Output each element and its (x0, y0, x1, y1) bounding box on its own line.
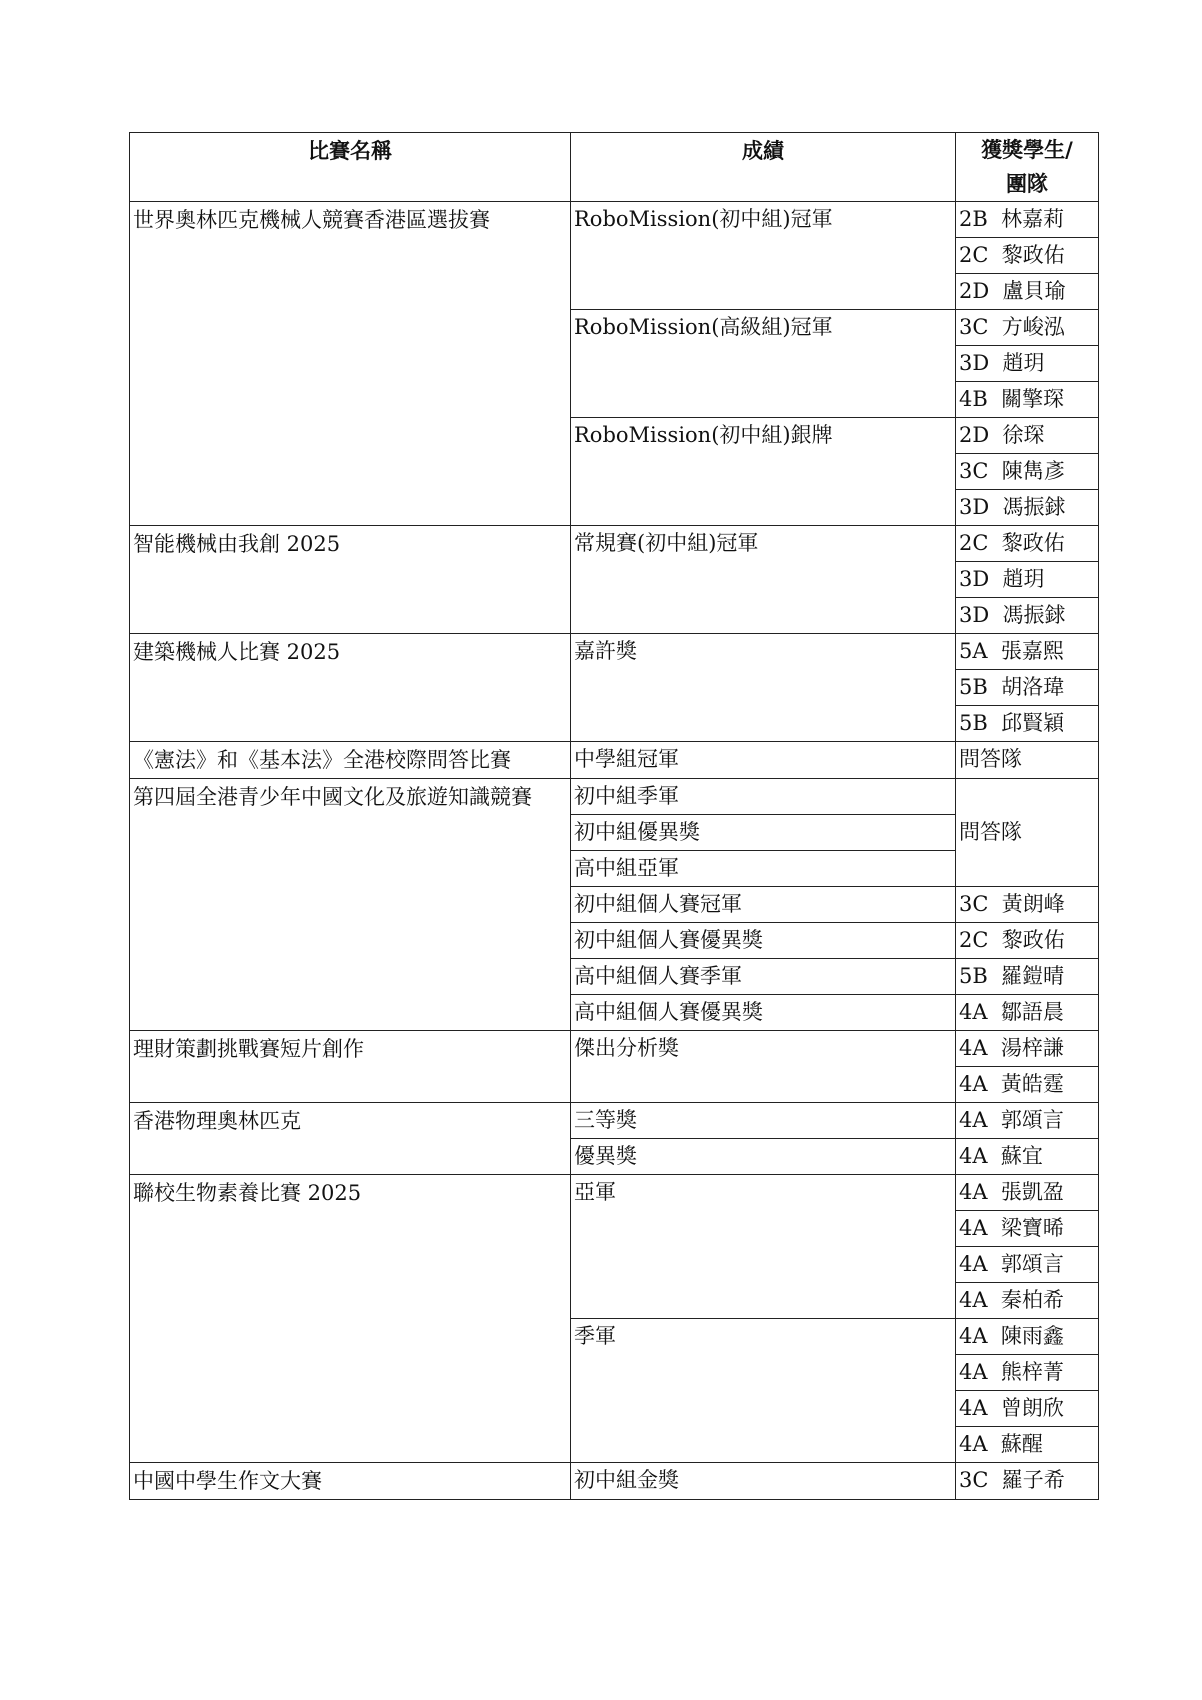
winner-cell: 3D 趙玥 (956, 346, 1099, 382)
table-row (130, 634, 1099, 670)
result-cell: 三等獎 (571, 1103, 956, 1139)
winner-cell: 3D 馮振銶 (956, 490, 1099, 526)
result-cell: 初中組個人賽優異獎 (571, 923, 956, 959)
result-cell: RoboMission(高級組)冠軍 (571, 310, 956, 418)
table-row (130, 742, 1099, 779)
winner-cell: 4A 秦柏希 (956, 1283, 1099, 1319)
winner-cell: 4A 蘇宜 (956, 1139, 1099, 1175)
winner-cell: 5B 羅鎧晴 (956, 959, 1099, 995)
table-row (130, 1463, 1099, 1500)
table-row (130, 1103, 1099, 1139)
winner-cell: 2D 盧貝瑜 (956, 274, 1099, 310)
header-result: 成績 (571, 133, 956, 202)
awards-table (129, 132, 1099, 1500)
result-cell: 初中組優異獎 (571, 815, 956, 851)
result-cell: RoboMission(初中組)冠軍 (571, 202, 956, 310)
competition-cell: 建築機械人比賽 2025 (130, 634, 571, 742)
table-row (130, 1031, 1099, 1067)
table-row (130, 526, 1099, 562)
result-cell: 初中組季軍 (571, 779, 956, 815)
winner-cell: 4A 熊梓菁 (956, 1355, 1099, 1391)
result-cell: 常規賽(初中組)冠軍 (571, 526, 956, 634)
winner-cell: 問答隊 (956, 779, 1099, 887)
result-cell: 優異獎 (571, 1139, 956, 1175)
winner-cell: 4A 鄒語晨 (956, 995, 1099, 1031)
result-cell: 傑出分析獎 (571, 1031, 956, 1103)
result-cell: 高中組個人賽季軍 (571, 959, 956, 995)
competition-cell: 聯校生物素養比賽 2025 (130, 1175, 571, 1463)
result-cell: 季軍 (571, 1319, 956, 1463)
winner-cell: 5B 邱賢穎 (956, 706, 1099, 742)
header-winner-line2: 團隊 (1006, 172, 1048, 196)
winner-cell: 4A 陳雨鑫 (956, 1319, 1099, 1355)
winner-cell: 2D 徐琛 (956, 418, 1099, 454)
competition-cell: 理財策劃挑戰賽短片創作 (130, 1031, 571, 1103)
winner-cell: 4A 張凱盈 (956, 1175, 1099, 1211)
winner-cell: 3C 羅子希 (956, 1463, 1099, 1500)
result-cell: RoboMission(初中組)銀牌 (571, 418, 956, 526)
result-cell: 初中組個人賽冠軍 (571, 887, 956, 923)
header-winner-line1: 獲獎學生/ (981, 138, 1073, 162)
winner-cell: 3C 方峻泓 (956, 310, 1099, 346)
winner-cell: 問答隊 (956, 742, 1099, 779)
result-cell: 初中組金獎 (571, 1463, 956, 1500)
winner-cell: 4A 蘇醒 (956, 1427, 1099, 1463)
table-row (130, 779, 1099, 815)
competition-cell: 智能機械由我創 2025 (130, 526, 571, 634)
winner-cell: 4A 郭頌言 (956, 1247, 1099, 1283)
competition-cell: 第四屆全港青少年中國文化及旅遊知識競賽 (130, 779, 571, 1031)
winner-cell: 4A 梁寶晞 (956, 1211, 1099, 1247)
winner-cell: 4A 郭頌言 (956, 1103, 1099, 1139)
winner-cell: 2B 林嘉莉 (956, 202, 1099, 238)
winner-cell: 4A 黃皓霆 (956, 1067, 1099, 1103)
result-cell: 中學組冠軍 (571, 742, 956, 779)
competition-cell: 中國中學生作文大賽 (130, 1463, 571, 1500)
winner-cell: 2C 黎政佑 (956, 238, 1099, 274)
winner-cell: 4A 曾朗欣 (956, 1391, 1099, 1427)
header-competition: 比賽名稱 (130, 133, 571, 202)
winner-cell: 3C 陳雋彥 (956, 454, 1099, 490)
winner-cell: 3D 趙玥 (956, 562, 1099, 598)
competition-cell: 香港物理奧林匹克 (130, 1103, 571, 1175)
result-cell: 高中組亞軍 (571, 851, 956, 887)
winner-cell: 5B 胡洛瑋 (956, 670, 1099, 706)
awards-body (130, 202, 1099, 1500)
header-row (130, 133, 1099, 202)
winner-cell: 2C 黎政佑 (956, 526, 1099, 562)
winner-cell: 3C 黃朗峰 (956, 887, 1099, 923)
table-row (130, 1175, 1099, 1211)
result-cell: 嘉許獎 (571, 634, 956, 742)
winner-cell: 3D 馮振銶 (956, 598, 1099, 634)
header-winner (956, 133, 1099, 202)
result-cell: 高中組個人賽優異獎 (571, 995, 956, 1031)
winner-cell: 4A 湯梓謙 (956, 1031, 1099, 1067)
winner-cell: 2C 黎政佑 (956, 923, 1099, 959)
winner-cell: 5A 張嘉熙 (956, 634, 1099, 670)
result-cell: 亞軍 (571, 1175, 956, 1319)
competition-cell: 世界奧林匹克機械人競賽香港區選拔賽 (130, 202, 571, 526)
table-row (130, 202, 1099, 238)
winner-cell: 4B 關擎琛 (956, 382, 1099, 418)
competition-cell: 《憲法》和《基本法》全港校際問答比賽 (130, 742, 571, 779)
